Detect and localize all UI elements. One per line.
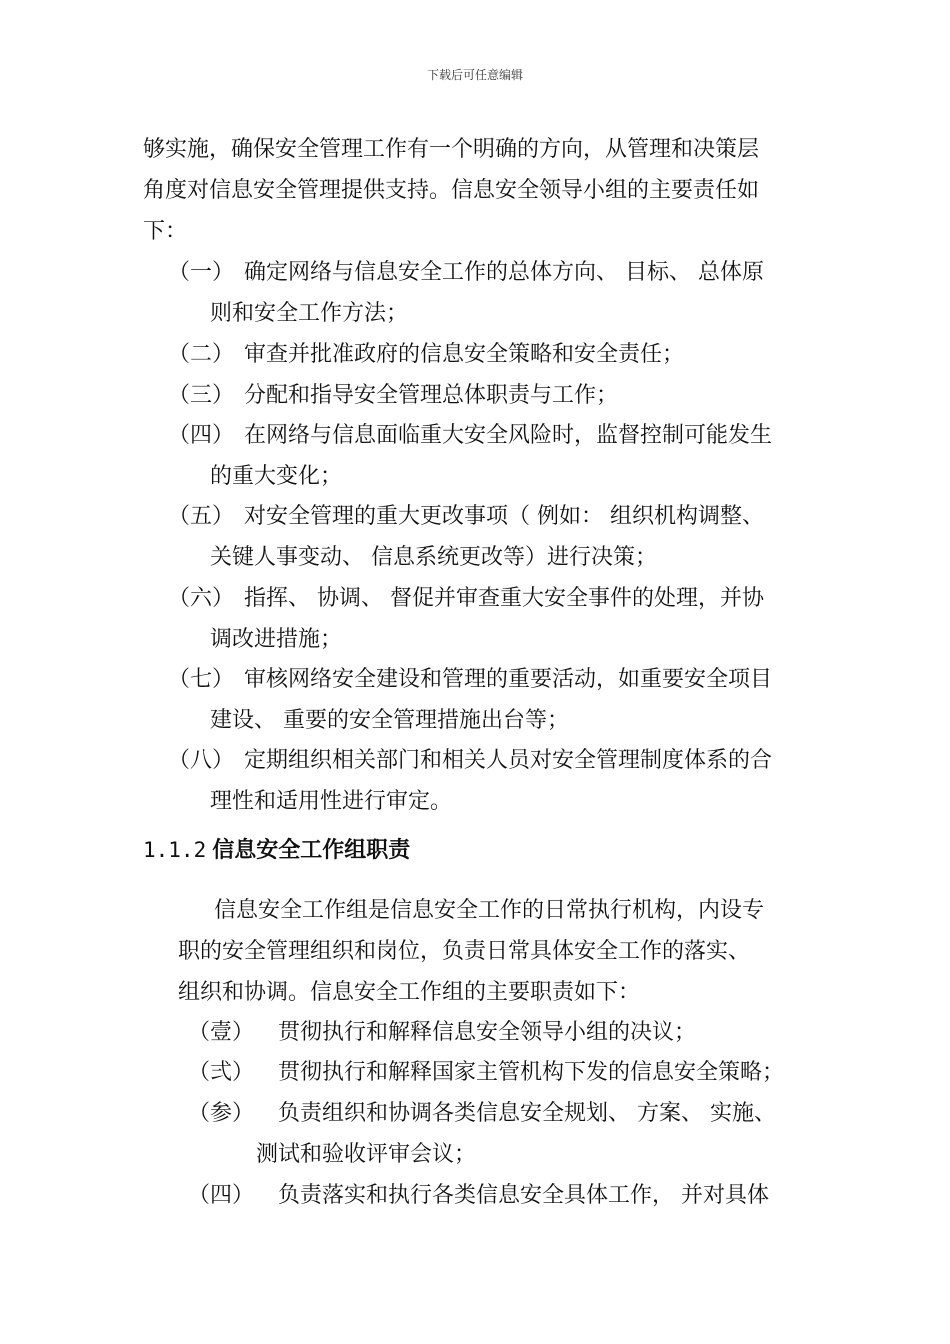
leader-item-1-text: 确定网络与信息安全工作的总体方向、 目标、 总体原	[244, 260, 764, 285]
section-intro-line-2: 职的安全管理组织和岗位，负责日常具体安全工作的落实、	[178, 939, 751, 964]
section-heading	[143, 835, 410, 866]
leader-item-2-text: 审查并批准政府的信息安全策略和安全责任；	[244, 342, 685, 367]
leader-item-5-text: 对安全管理的重大更改事项（ 例如： 组织机构调整、	[244, 504, 764, 529]
leader-item-7-text-cont: 建设、 重要的安全管理措施出台等；	[210, 708, 569, 733]
section-number: 1.1.2	[143, 838, 207, 862]
work-item-3-text-cont: 测试和验收评审会议；	[256, 1142, 477, 1167]
leader-item-5-text-cont: 关键人事变动、 信息系统更改等）进行决策；	[210, 545, 657, 570]
leader-item-3-text: 分配和指导安全管理总体职责与工作；	[244, 383, 619, 408]
leader-item-8-text: 定期组织相关部门和相关人员对安全管理制度体系的合	[244, 748, 773, 773]
page-header: 下载后可任意编辑	[426, 68, 523, 82]
leader-item-1-marker: （一）	[168, 260, 235, 285]
section-intro-line-3: 组织和协调。信息安全工作组的主要职责如下：	[178, 980, 641, 1005]
work-item-4-text: 负责落实和执行各类信息安全具体工作， 并对具体	[278, 1183, 769, 1208]
work-item-2-marker: （弍）	[188, 1060, 255, 1085]
section-intro-line-1: 信息安全工作组是信息安全工作的日常执行机构，内设专	[214, 898, 765, 923]
leader-item-7-marker: （七）	[168, 667, 235, 692]
work-item-4-marker: （四）	[188, 1183, 255, 1208]
leader-item-3-marker: （三）	[168, 383, 235, 408]
work-item-1-marker: （壹）	[188, 1020, 255, 1045]
work-item-2-text: 贯彻执行和解释国家主管机构下发的信息安全策略；	[278, 1060, 785, 1085]
leader-item-6-text-cont: 调改进措施；	[210, 627, 343, 652]
work-item-3-marker: （参）	[188, 1101, 255, 1126]
section-title: 信息安全工作组职责	[212, 838, 411, 863]
leader-item-5-marker: （五）	[168, 504, 235, 529]
leader-item-8-text-cont: 理性和适用性进行审定。	[210, 789, 453, 814]
intro-line-3: 下：	[143, 219, 188, 244]
leader-item-4-text-cont: 的重大变化；	[210, 464, 343, 489]
leader-item-4-marker: （四）	[168, 423, 235, 448]
leader-item-8-marker: （八）	[168, 748, 235, 773]
leader-item-1-text-cont: 则和安全工作方法；	[210, 301, 409, 326]
intro-line-1: 够实施，确保安全管理工作有一个明确的方向，从管理和决策层	[143, 137, 760, 162]
leader-item-6-text: 指挥、 协调、 督促并审查重大安全事件的处理，并协	[244, 586, 764, 611]
intro-line-2: 角度对信息安全管理提供支持。信息安全领导小组的主要责任如	[143, 178, 760, 203]
work-item-1-text: 贯彻执行和解释信息安全领导小组的决议；	[278, 1020, 697, 1045]
leader-item-6-marker: （六）	[168, 586, 235, 611]
leader-item-4-text: 在网络与信息面临重大安全风险时，监督控制可能发生	[244, 423, 773, 448]
leader-item-7-text: 审核网络安全建设和管理的重要活动，如重要安全项目	[244, 667, 773, 692]
leader-item-2-marker: （二）	[168, 342, 235, 367]
work-item-3-text: 负责组织和协调各类信息安全规划、 方案、 实施、	[278, 1101, 776, 1126]
